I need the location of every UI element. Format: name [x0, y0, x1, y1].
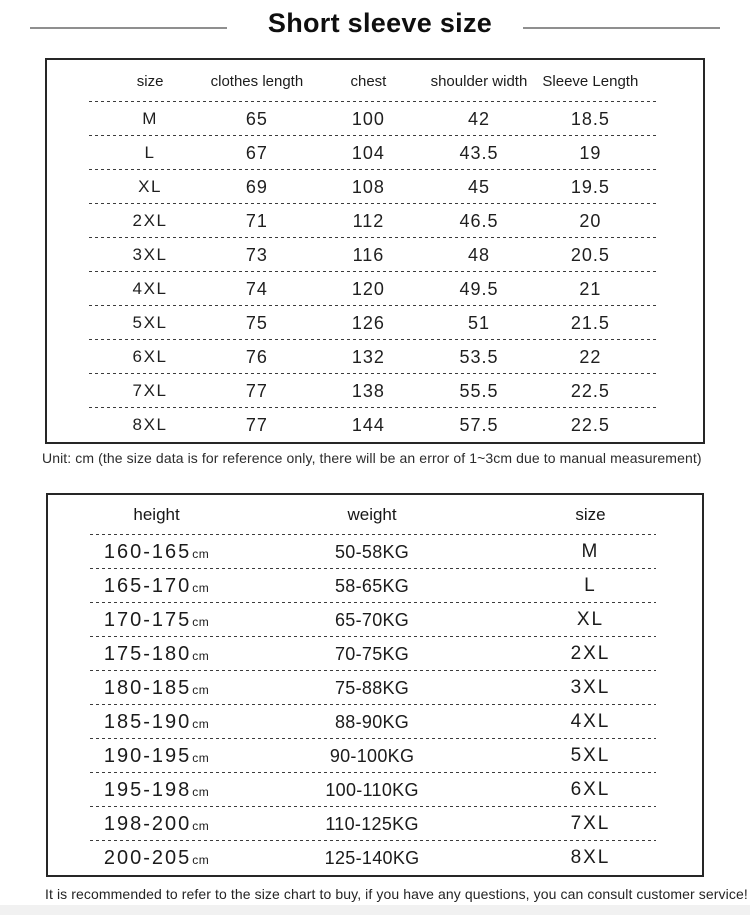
table-row	[48, 603, 702, 637]
value-cell: 69	[245, 176, 268, 197]
table-row	[47, 408, 703, 442]
weight-cell: 125-140KG	[324, 847, 420, 868]
height-value: 175-180	[103, 642, 192, 665]
size-cell: 6XL	[132, 347, 168, 366]
height-value: 200-205	[103, 846, 192, 869]
recommended-size-cell: L	[584, 575, 597, 596]
table-row	[48, 773, 702, 807]
value-cell: 112	[352, 210, 385, 231]
value-cell: 104	[351, 142, 385, 163]
value-cell: 55.5	[459, 380, 499, 401]
size-cell: M	[142, 109, 158, 128]
column-header: clothes length	[210, 72, 304, 90]
table-row	[47, 340, 703, 374]
column-header: height	[133, 505, 180, 524]
bottom-gray-bar	[0, 905, 750, 915]
table-row	[48, 705, 702, 739]
value-cell: 138	[351, 380, 385, 401]
value-cell: 22.5	[570, 414, 610, 435]
table-row	[47, 102, 703, 136]
value-cell: 45	[467, 176, 490, 197]
value-cell: 108	[351, 176, 385, 197]
height-value: 180-185	[103, 676, 192, 699]
column-header: shoulder width	[430, 72, 528, 90]
value-cell: 67	[245, 142, 268, 163]
value-cell: 53.5	[459, 346, 499, 367]
title-divider-right	[523, 27, 720, 29]
height-value: 190-195	[103, 744, 192, 767]
weight-cell: 65-70KG	[334, 609, 410, 630]
height-cell	[48, 575, 265, 598]
value-cell: 120	[351, 278, 385, 299]
value-cell: 77	[245, 380, 268, 401]
value-cell: 77	[245, 414, 268, 435]
height-cell	[48, 745, 265, 768]
value-cell: 144	[351, 414, 385, 435]
value-cell: 21.5	[570, 312, 610, 333]
table-row	[48, 569, 702, 603]
height-value: 195-198	[103, 778, 192, 801]
unit-note: Unit: cm (the size data is for reference only, there will be an error of 1~3cm due to manual measurement)	[42, 450, 702, 466]
value-cell: 126	[351, 312, 385, 333]
column-header: weight	[347, 505, 397, 524]
height-unit: cm	[192, 682, 210, 697]
height-cell	[48, 813, 265, 836]
table-row	[47, 306, 703, 340]
height-cell	[48, 643, 265, 666]
recommended-size-cell: 2XL	[570, 643, 611, 664]
size-cell: 5XL	[132, 313, 168, 332]
table-row	[47, 272, 703, 306]
value-cell: 21	[579, 278, 602, 299]
height-cell	[48, 609, 265, 632]
weight-cell: 50-58KG	[334, 541, 410, 562]
table-row	[47, 170, 703, 204]
height-cell	[48, 847, 265, 870]
weight-cell: 70-75KG	[334, 643, 410, 664]
height-unit: cm	[192, 852, 210, 867]
weight-cell: 88-90KG	[334, 711, 410, 732]
height-cell	[48, 711, 265, 734]
weight-cell: 58-65KG	[334, 575, 410, 596]
value-cell: 46.5	[459, 210, 499, 231]
column-header: Sleeve Length	[542, 72, 639, 90]
height-unit: cm	[192, 750, 210, 765]
weight-cell: 110-125KG	[325, 813, 419, 834]
value-cell: 71	[245, 210, 268, 231]
table-row	[47, 136, 703, 170]
value-cell: 19	[579, 142, 602, 163]
value-cell: 22	[579, 346, 602, 367]
table-row	[48, 739, 702, 773]
table-row	[47, 238, 703, 272]
value-cell: 74	[245, 278, 268, 299]
table-row	[48, 535, 702, 569]
size-cell: L	[144, 143, 156, 162]
height-unit: cm	[192, 546, 210, 561]
value-cell: 116	[352, 244, 385, 265]
size-cell: 8XL	[132, 415, 168, 434]
garment-size-table-header-row	[47, 60, 703, 102]
value-cell: 20.5	[570, 244, 610, 265]
value-cell: 75	[245, 312, 268, 333]
column-header: size	[136, 72, 164, 90]
value-cell: 49.5	[459, 278, 499, 299]
height-weight-size-table-header-row	[48, 495, 702, 535]
value-cell: 51	[467, 312, 490, 333]
column-header: size	[575, 505, 606, 524]
weight-cell: 90-100KG	[329, 745, 415, 766]
size-cell: 4XL	[132, 279, 168, 298]
height-unit: cm	[192, 716, 210, 731]
value-cell: 73	[245, 244, 268, 265]
value-cell: 65	[245, 108, 268, 129]
height-cell	[48, 677, 265, 700]
page-title: Short sleeve size	[267, 8, 493, 38]
value-cell: 57.5	[459, 414, 499, 435]
recommended-size-cell: M	[581, 541, 600, 562]
value-cell: 48	[467, 244, 490, 265]
height-cell	[48, 541, 265, 564]
size-cell: 7XL	[132, 381, 168, 400]
height-unit: cm	[192, 580, 210, 595]
recommended-size-cell: 5XL	[570, 745, 611, 766]
value-cell: 19.5	[570, 176, 610, 197]
table-row	[48, 671, 702, 705]
value-cell: 22.5	[570, 380, 610, 401]
table-row	[47, 374, 703, 408]
recommended-size-cell: 4XL	[570, 711, 611, 732]
height-unit: cm	[192, 784, 210, 799]
title-row	[0, 0, 750, 47]
height-weight-size-table	[46, 493, 704, 877]
recommended-size-cell: 7XL	[570, 813, 611, 834]
value-cell: 76	[245, 346, 268, 367]
height-unit: cm	[192, 648, 210, 663]
height-value: 185-190	[103, 710, 192, 733]
column-header: chest	[350, 72, 387, 90]
recommended-size-cell: XL	[576, 609, 605, 630]
value-cell: 20	[579, 210, 602, 231]
height-unit: cm	[192, 818, 210, 833]
weight-cell: 75-88KG	[334, 677, 410, 698]
value-cell: 42	[467, 108, 490, 129]
garment-size-table	[45, 58, 705, 444]
value-cell: 132	[351, 346, 385, 367]
height-value: 160-165	[103, 540, 192, 563]
height-cell	[48, 779, 265, 802]
footer-note: It is recommended to refer to the size chart to buy, if you have any questions, you can consult customer service!	[45, 886, 748, 902]
height-value: 170-175	[103, 608, 192, 631]
height-unit: cm	[192, 614, 210, 629]
weight-cell: 100-110KG	[325, 779, 419, 800]
table-row	[47, 204, 703, 238]
recommended-size-cell: 8XL	[570, 847, 611, 868]
table-row	[48, 637, 702, 671]
recommended-size-cell: 6XL	[570, 779, 611, 800]
table-row	[48, 841, 702, 875]
table-row	[48, 807, 702, 841]
height-value: 165-170	[103, 574, 192, 597]
title-divider-left	[30, 27, 227, 29]
height-value: 198-200	[103, 812, 192, 835]
size-cell: XL	[138, 177, 163, 196]
size-cell: 3XL	[132, 245, 168, 264]
recommended-size-cell: 3XL	[570, 677, 611, 698]
value-cell: 100	[351, 108, 385, 129]
size-cell: 2XL	[132, 211, 168, 230]
value-cell: 43.5	[459, 142, 499, 163]
value-cell: 18.5	[570, 108, 610, 129]
